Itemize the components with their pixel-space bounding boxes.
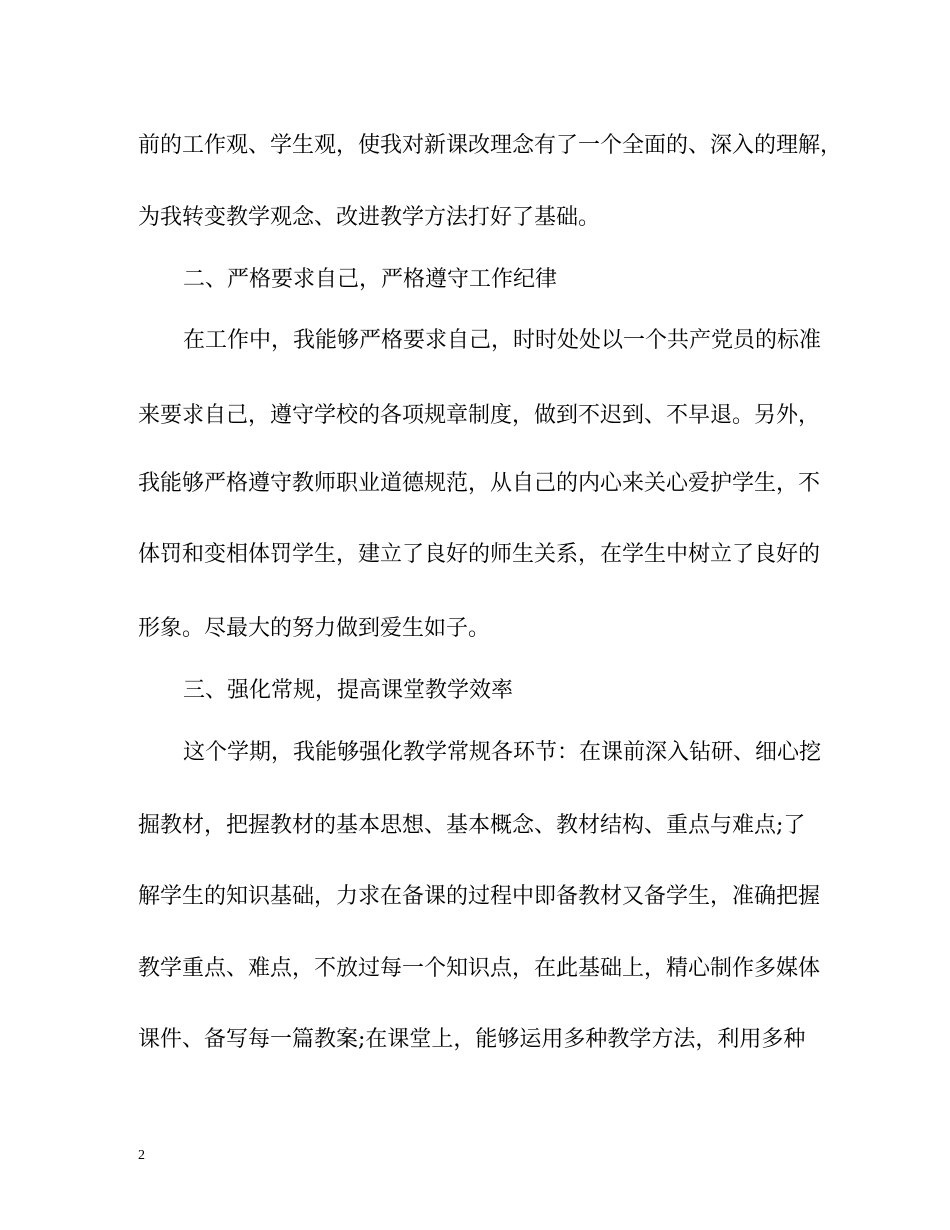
text-line: 我能够严格遵守教师职业道德规范，从自己的内心来关心爱护学生，不 <box>138 471 821 496</box>
text-line: 教学重点、难点，不放过每一个知识点，在此基础上，精心制作多媒体 <box>138 956 821 981</box>
section-heading: 二、严格要求自己，严格遵守工作纪律 <box>183 267 558 292</box>
page-number: 2 <box>138 1148 145 1163</box>
text-line: 在工作中，我能够严格要求自己，时时处处以一个共产党员的标准 <box>183 328 822 353</box>
text-line: 体罚和变相体罚学生，建立了良好的师生关系，在学生中树立了良好的 <box>138 542 821 567</box>
text-line: 来要求自己，遵守学校的各项规章制度，做到不迟到、不早退。另外， <box>138 403 821 428</box>
text-line: 课件、备写每一篇教案;在课堂上，能够运用多种教学方法，利用多种 <box>138 1027 806 1052</box>
text-line: 前的工作观、学生观，使我对新课改理念有了一个全面的、深入的理解， <box>138 133 843 158</box>
section-heading: 三、强化常规，提高课堂教学效率 <box>183 678 514 703</box>
text-line: 解学生的知识基础，力求在备课的过程中即备教材又备学生，准确把握 <box>138 884 821 909</box>
text-line: 为我转变教学观念、改进教学方法打好了基础。 <box>138 205 601 230</box>
text-line: 这个学期，我能够强化教学常规各环节：在课前深入钻研、细心挖 <box>183 740 822 765</box>
text-line: 形象。尽最大的努力做到爱生如子。 <box>138 616 491 641</box>
text-line: 掘教材，把握教材的基本思想、基本概念、教材结构、重点与难点;了 <box>138 813 806 838</box>
